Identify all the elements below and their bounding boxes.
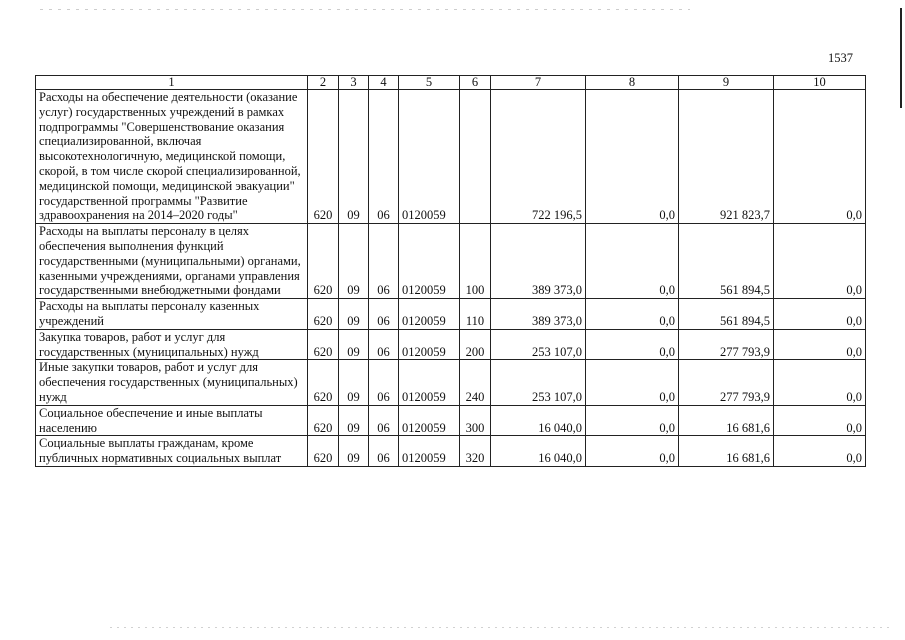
code-target-cell: 0120059 [399, 90, 460, 224]
column-header: 10 [774, 76, 866, 90]
code-section-cell: 09 [339, 224, 369, 299]
column-header: 1 [36, 76, 308, 90]
code-admin-cell: 620 [308, 436, 339, 467]
amount-cell: 0,0 [774, 360, 866, 405]
amount-cell: 16 040,0 [491, 405, 586, 436]
code-expense-type-cell: 240 [460, 360, 491, 405]
amount-cell: 16 040,0 [491, 436, 586, 467]
code-subsection-cell: 06 [369, 329, 399, 360]
table-row [36, 329, 866, 360]
row-name-cell: Социальные выплаты гражданам, кроме публичных нормативных социальных выплат [36, 436, 308, 467]
column-header: 4 [369, 76, 399, 90]
code-section-cell: 09 [339, 329, 369, 360]
column-header: 7 [491, 76, 586, 90]
code-subsection-cell: 06 [369, 90, 399, 224]
code-section-cell: 09 [339, 405, 369, 436]
amount-cell: 921 823,7 [679, 90, 774, 224]
code-expense-type-cell: 320 [460, 436, 491, 467]
code-admin-cell: 620 [308, 224, 339, 299]
code-expense-type-cell: 100 [460, 224, 491, 299]
column-header: 5 [399, 76, 460, 90]
code-section-cell: 09 [339, 90, 369, 224]
row-name-cell: Закупка товаров, работ и услуг для государственных (муниципальных) нужд [36, 329, 308, 360]
code-target-cell: 0120059 [399, 329, 460, 360]
amount-cell: 253 107,0 [491, 329, 586, 360]
code-target-cell: 0120059 [399, 299, 460, 330]
amount-cell: 277 793,9 [679, 329, 774, 360]
amount-cell: 389 373,0 [491, 299, 586, 330]
code-section-cell: 09 [339, 360, 369, 405]
row-name-cell: Иные закупки товаров, работ и услуг для обеспечения государственных (муниципальных) нужд [36, 360, 308, 405]
amount-cell: 722 196,5 [491, 90, 586, 224]
code-admin-cell: 620 [308, 329, 339, 360]
amount-cell: 0,0 [774, 329, 866, 360]
column-header: 3 [339, 76, 369, 90]
code-target-cell: 0120059 [399, 405, 460, 436]
amount-cell: 0,0 [774, 299, 866, 330]
code-expense-type-cell: 300 [460, 405, 491, 436]
table-row [36, 299, 866, 330]
amount-cell: 0,0 [586, 405, 679, 436]
amount-cell: 16 681,6 [679, 436, 774, 467]
column-header: 2 [308, 76, 339, 90]
amount-cell: 16 681,6 [679, 405, 774, 436]
code-target-cell: 0120059 [399, 224, 460, 299]
code-subsection-cell: 06 [369, 436, 399, 467]
amount-cell: 0,0 [586, 436, 679, 467]
amount-cell: 389 373,0 [491, 224, 586, 299]
column-header: 8 [586, 76, 679, 90]
row-name-cell: Расходы на выплаты персоналу в целях обеспечения выполнения функций государственными (муниципальными) органами, казенными учреждениями, органами управления государственными внебюджетными фондами [36, 224, 308, 299]
code-expense-type-cell: 110 [460, 299, 491, 330]
table-row [36, 224, 866, 299]
code-expense-type-cell: 200 [460, 329, 491, 360]
code-target-cell: 0120059 [399, 436, 460, 467]
amount-cell: 0,0 [586, 360, 679, 405]
table-row [36, 436, 866, 467]
amount-cell: 561 894,5 [679, 224, 774, 299]
code-subsection-cell: 06 [369, 405, 399, 436]
table-header-row [36, 76, 866, 90]
budget-table [35, 75, 866, 467]
code-subsection-cell: 06 [369, 360, 399, 405]
amount-cell: 0,0 [774, 90, 866, 224]
amount-cell: 0,0 [586, 329, 679, 360]
table-row [36, 90, 866, 224]
amount-cell: 0,0 [774, 224, 866, 299]
row-name-cell: Расходы на обеспечение деятельности (оказание услуг) государственных учреждений в рамках подпрограммы "Совершенствование оказания специализированной, включая высокотехнологичную, медицинской помощи, скорой, в том числе скорой специализированной, медицинской помощи, медицинской эвакуации" государственной программы "Развитие здравоохранения на 2014–2020 годы" [36, 90, 308, 224]
amount-cell: 561 894,5 [679, 299, 774, 330]
amount-cell: 0,0 [774, 436, 866, 467]
column-header: 6 [460, 76, 491, 90]
code-expense-type-cell [460, 90, 491, 224]
code-section-cell: 09 [339, 436, 369, 467]
table-row [36, 405, 866, 436]
amount-cell: 253 107,0 [491, 360, 586, 405]
scan-noise-bottom [110, 627, 890, 628]
code-subsection-cell: 06 [369, 224, 399, 299]
code-admin-cell: 620 [308, 360, 339, 405]
column-header: 9 [679, 76, 774, 90]
code-admin-cell: 620 [308, 405, 339, 436]
table-row [36, 360, 866, 405]
amount-cell: 0,0 [586, 299, 679, 330]
page-edge-shadow [900, 8, 902, 108]
code-admin-cell: 620 [308, 90, 339, 224]
row-name-cell: Расходы на выплаты персоналу казенных учреждений [36, 299, 308, 330]
page-number: 1537 [828, 51, 853, 65]
amount-cell: 277 793,9 [679, 360, 774, 405]
code-target-cell: 0120059 [399, 360, 460, 405]
amount-cell: 0,0 [586, 224, 679, 299]
amount-cell: 0,0 [774, 405, 866, 436]
code-subsection-cell: 06 [369, 299, 399, 330]
code-section-cell: 09 [339, 299, 369, 330]
row-name-cell: Социальное обеспечение и иные выплаты населению [36, 405, 308, 436]
amount-cell: 0,0 [586, 90, 679, 224]
code-admin-cell: 620 [308, 299, 339, 330]
scan-noise-top [40, 9, 690, 10]
